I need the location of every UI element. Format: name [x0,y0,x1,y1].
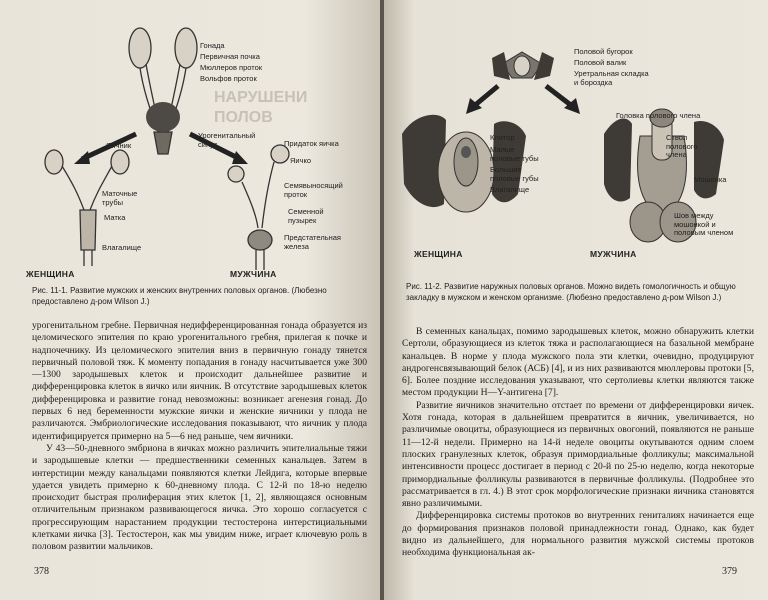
figure-external-organs [394,44,760,274]
svg-text:ПОЛОВ: ПОЛОВ [214,109,273,126]
right-page [384,0,768,600]
label-seminal-vesicle: Семенной пузырек [288,207,324,225]
page-number-right: 379 [722,566,737,577]
label-prostate: Предстательная железа [284,233,341,251]
label-seam: Шов между мошонкой и половым членом [674,211,734,237]
label-urogenital-sinus: Урогенитальный синус [198,131,256,149]
label-shaft: Ствол полового члена [666,133,698,159]
page-number-left: 378 [34,566,49,577]
label-male-external: МУЖЧИНА [590,249,637,259]
label-fallopian-tubes: Маточные трубы [102,189,138,207]
label-glans: Головка полового члена [616,111,701,120]
left-page [0,0,382,600]
label-scrotum: Мошонка [694,175,727,184]
right-body-text [402,326,754,560]
left-body-text [32,320,367,554]
label-labia-majora: Большие половые губы [490,165,539,183]
label-genital-tubercle: Половой бугорок [574,47,633,56]
label-vagina-external: Влагалище [490,185,530,194]
label-testis: Яичко [290,156,312,165]
label-epididymis: Придаток яичка [284,139,339,148]
label-male: МУЖЧИНА [230,269,277,279]
label-primary-kidney: Первичная почка [200,52,260,61]
paragraph: В семенных канальцах, помимо зародышевых клеток, можно обнаружить клетки Сертоли, образующиеся из клеток тяжа и располагающиеся на базальной мембране канальцев. В норме у плода мужского пола эти клетки, очевидно, продуцируют андрогенсвязывающий белок (АСБ) [4], и из них развиваются мюллеровы протоки [5, 6]. Более поздние исследования указывают, что сертолиевы клетки являются также местом продукции Н—Y-антигена [7]. [402,326,754,399]
label-mullerian-duct: Мюллеров проток [200,63,263,72]
figure-caption-11-1: Рис. 11-1. Развитие мужских и женских внутренних половых органов. (Любезно предоставлено д-ром Wilson J.) [32,286,327,306]
label-female: ЖЕНЩИНА [26,269,75,279]
paragraph: урогенитальном гребне. Первичная недифференцированная гонада образуется из целомического эпителия по краю урогенитального гребня, прилегая к почке и надпочечнику. Из целомического эпителия вниз в первичную гонаду тянется первичный половой тяж. К моменту попадания в гонаду насчитывается уже 300—1300 зародышевых клеток и происходит дальнейшее развитие и дифференцировка клеток в яичко или яичник. В отсутствие зародышевых клеток дифференцировка и развитие гонад невозможны: возникает агенезия гонад. До первых 6 нед беременности мужские яички и женские яичники у плода не различаются. Эмбриологические исследования показывают, что яичник у плода идентифицируется примерно на 5—6 нед раньше, чем яичники. [32,320,367,442]
label-uterus: Матка [104,213,126,222]
paragraph: У 43—50-дневного эмбриона в яичках можно различить эпителиальные тяжи и зародышевые клетки — предшественники семенных канальцев. Затем в интерстиции между канальцами появляются клетки Лейдига, которые впервые удается увидеть примерно к 60-дневному плода. С 12-й по 18-ю неделю происходит быстрая пролиферация этих клеток [1, 2], являющаяся основным отличительным признаком развивающегося яичка. Это хорошо согласуется с прогрессирующим нарастанием продукции тестостерона интерстициальными клетками яичка [3]. Тестостерон, как мы увидим ниже, играет ключевую роль в половом развитии мальчиков. [32,442,367,553]
label-urethral-fold: Уретральная складка и бороздка [574,69,649,87]
label-female-external: ЖЕНЩИНА [414,249,463,259]
paragraph: Развитие яичников значительно отстает по времени от дифференцировки яичек. Хотя гонада, которая в дальнейшем превратится в яичник, увеличивается, но различимые овоциты, образующиеся из первичных овогоний, появляются не раньше 11—12-й недели. Примерно на 14-й неделе овоциты окутываются одним слоем плоских гранулезных клеток, образуя примордиальные фолликулы; максимальной интенсивности процесс достигает в период с 20-й по 25-ю неделю, когда некоторые примордиальные фолликулы развиваются в первичные фолликулы. (Подробнее это рассматривается в гл. 4.) В этот срок морфологические признаки яичника становятся явно различимыми. [402,399,754,510]
label-ovary: Яичник [106,141,132,150]
label-gonad: Гонада [200,41,225,50]
label-wolffian-duct: Вольфов проток [200,74,257,83]
figure-caption-11-2: Рис. 11-2. Развитие наружных половых органов. Можно видеть гомологичность и общую закладку в мужском и женском организме. (Любезно предоставлено д-ром Wilson J.) [406,282,736,302]
label-vas-deferens: Семявыносящий проток [284,181,343,199]
label-vagina-female: Влагалище [102,243,142,252]
figure-internal-organs [18,14,368,282]
label-labia-minora: Малые половые губы [490,145,539,163]
label-genital-swelling: Половой валик [574,58,627,67]
label-clitoris: Клитор [490,133,515,142]
paragraph: Дифференцировка системы протоков во внутренних гениталиях начинается еще до формирования признаков половой принадлежности гонад. Однако, как будет видно из дальнейшего, для нормального развития мужской системы протоков необходима функциональная ак- [402,510,754,559]
svg-text:НАРУШЕНИ: НАРУШЕНИ [214,89,308,106]
